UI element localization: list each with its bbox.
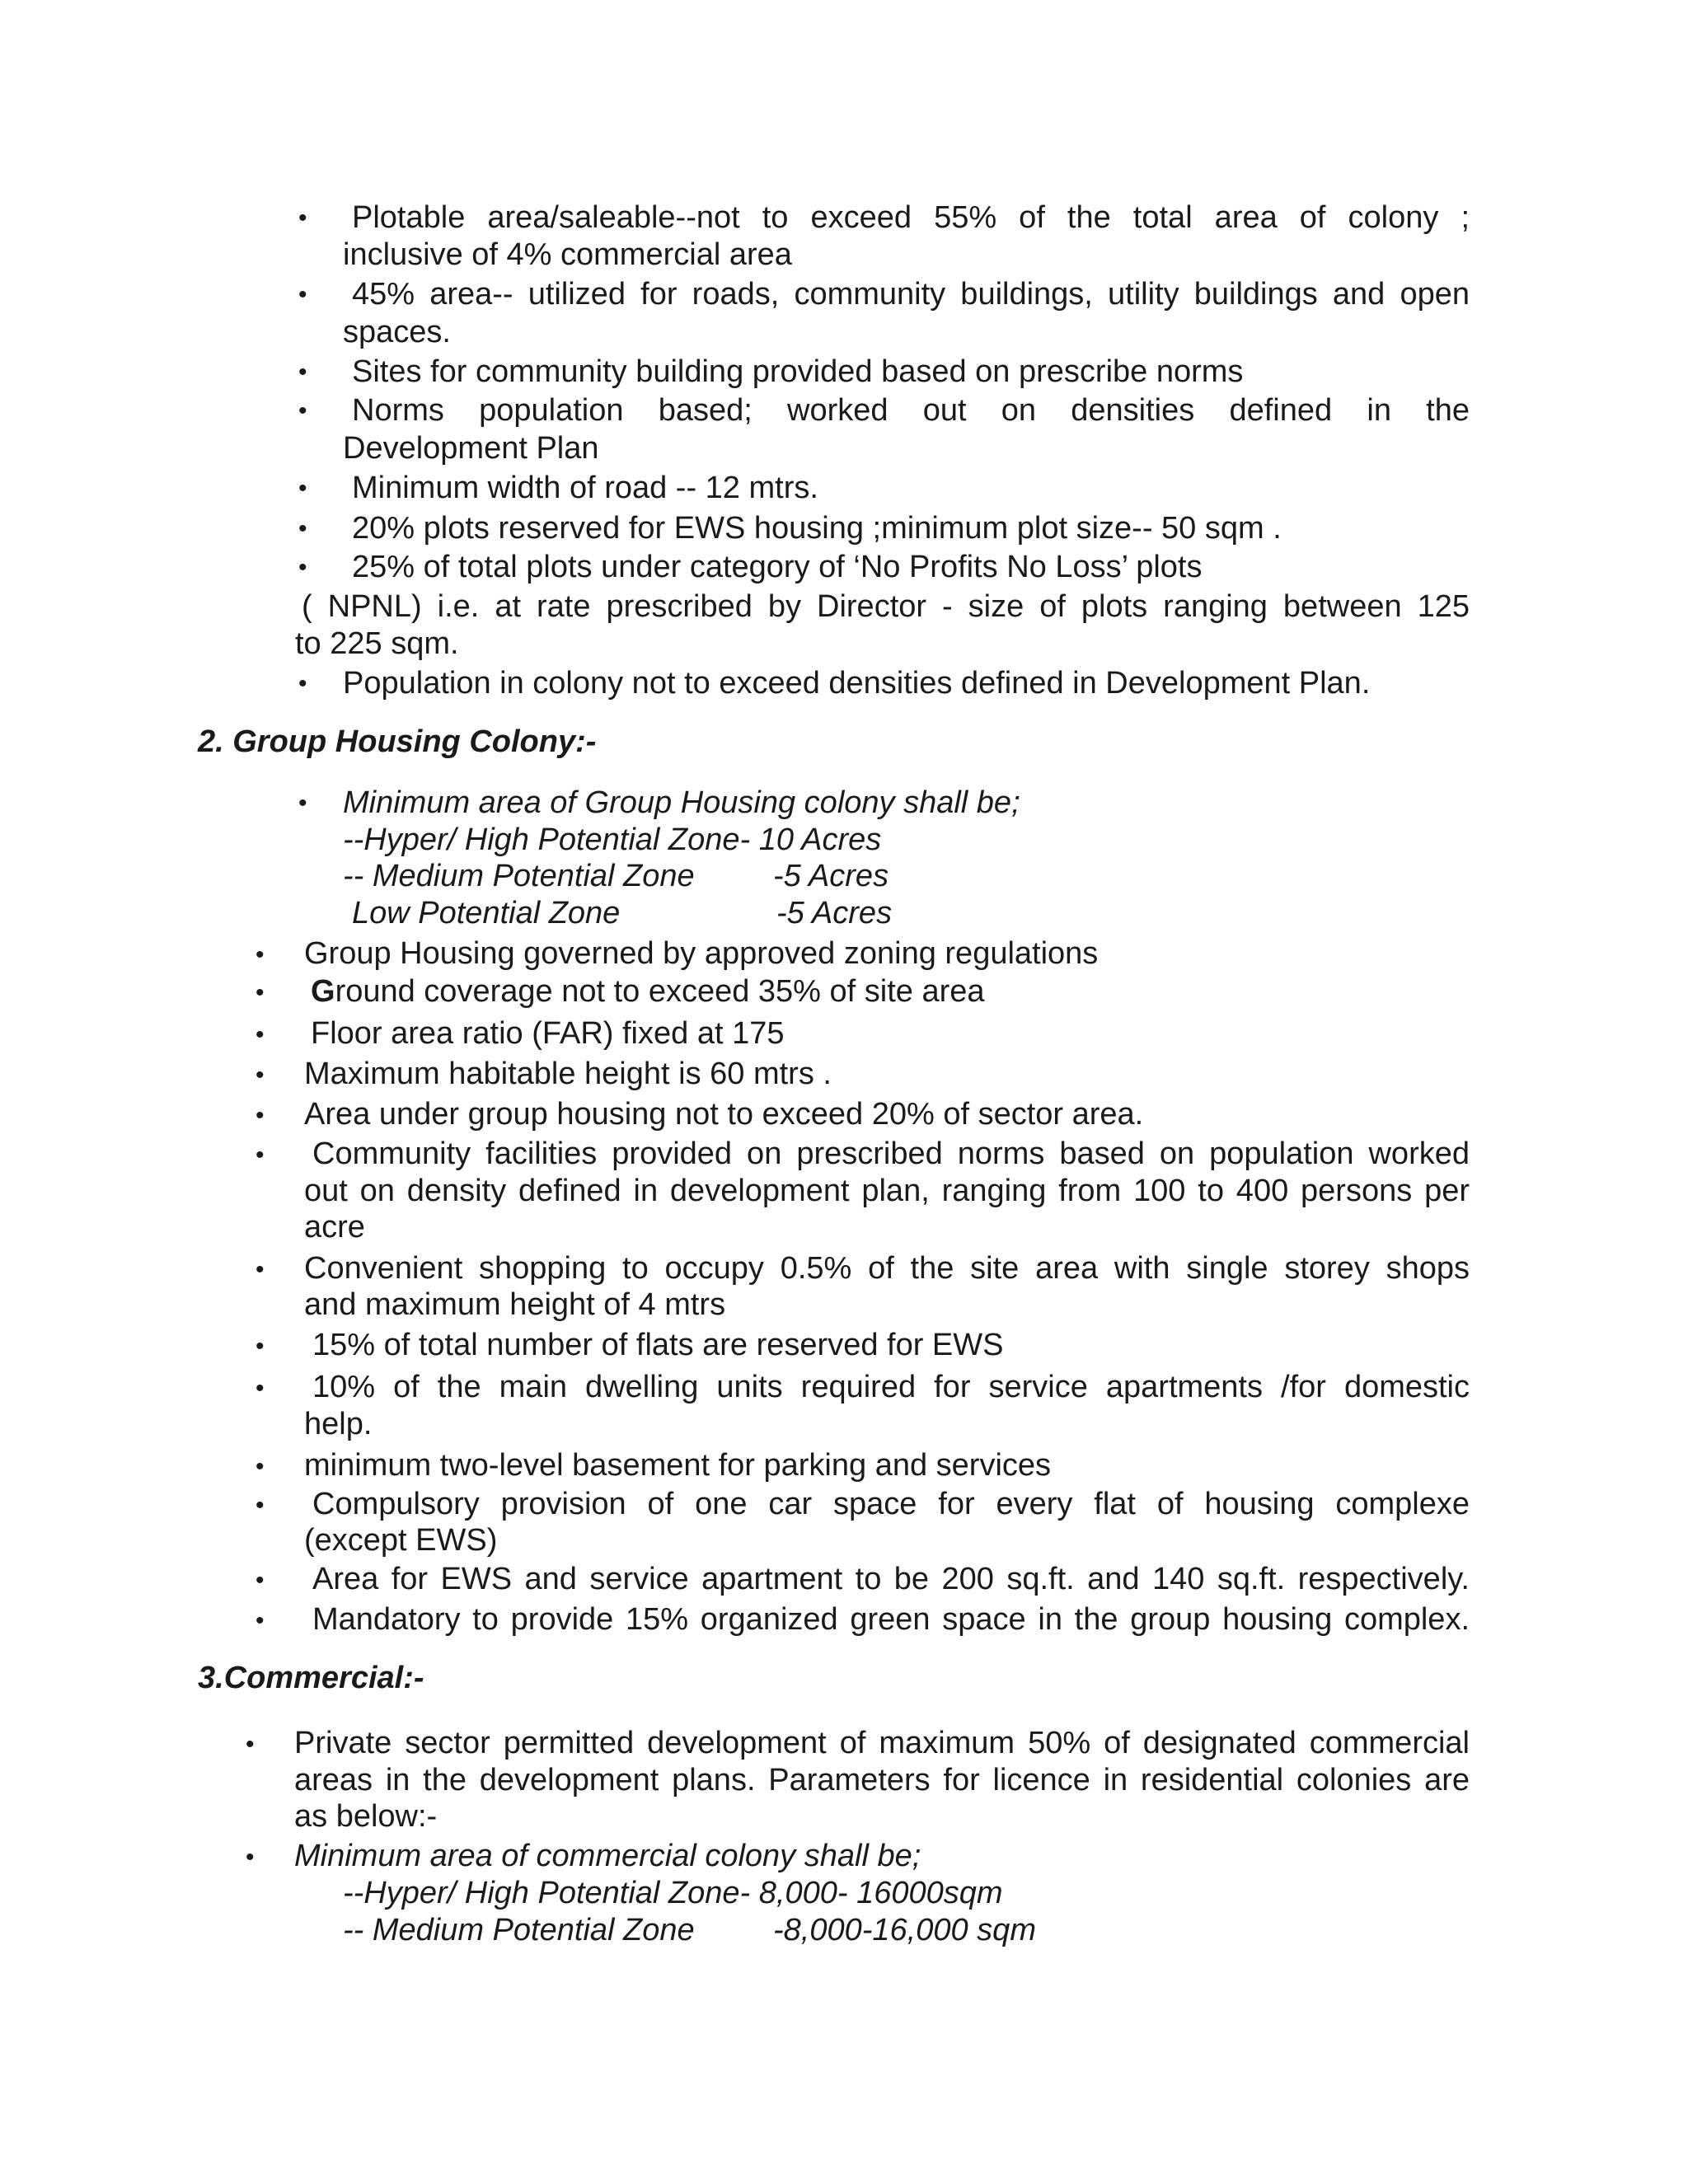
s1-bullet4-line1: Norms population based; worked out on densities defined in the	[352, 393, 1470, 428]
s2-bullet2-text: round coverage not to exceed 35% of site area	[335, 974, 985, 1009]
bullet-icon: •	[246, 1731, 255, 1758]
bullet-icon: •	[298, 515, 307, 542]
s1-bullet2-line1: 45% area-- utilized for roads, community buildings, utility buildings and open	[352, 277, 1470, 312]
s3-zone-medium: -- Medium Potential Zone	[343, 1913, 695, 1947]
bullet-icon: •	[256, 1567, 265, 1594]
section3-heading: 3.Commercial:-	[198, 1661, 424, 1695]
s2-bullet1: Group Housing governed by approved zoning regulations	[304, 936, 1099, 971]
s2-bullet12: Area for EWS and service apartment to be 200 sq.ft. and 140 sq.ft. respectively.	[312, 1562, 1470, 1596]
bullet-icon: •	[298, 670, 307, 697]
s1-bullet4-line2: Development Plan	[343, 431, 599, 466]
bullet-icon: •	[256, 1256, 265, 1283]
s3-bullet1-line1: Private sector permitted development of maximum 50% of designated commercial	[294, 1726, 1470, 1760]
s2-bullet11-line1: Compulsory provision of one car space for every flat of housing complexe	[312, 1487, 1470, 1521]
s3-zone-hyper: --Hyper/ High Potential Zone- 8,000- 16000sqm	[343, 1876, 1003, 1910]
s2-bullet9-line1: 10% of the main dwelling units required for service apartments /for domestic	[312, 1370, 1470, 1404]
bullet-icon: •	[298, 204, 307, 232]
s3-bullet2: Minimum area of commercial colony shall be;	[294, 1839, 921, 1873]
section2-heading: 2. Group Housing Colony:-	[198, 724, 597, 759]
s3-bullet1-line3: as below:-	[294, 1799, 438, 1834]
s3-zone-medium-value: -8,000-16,000 sqm	[773, 1913, 1036, 1947]
bullet-icon: •	[298, 281, 307, 308]
s2-bullet2	[311, 972, 985, 1010]
bullet-icon: •	[256, 979, 265, 1006]
s2-bullet4: Maximum habitable height is 60 mtrs .	[304, 1057, 832, 1091]
bullet-icon: •	[256, 1021, 265, 1048]
s1-bullet7-line3: to 225 sqm.	[295, 626, 459, 661]
s3-bullet1-line2: areas in the development plans. Parameters for licence in residential colonies are	[294, 1763, 1470, 1797]
s2-zone-medium-value: -5 Acres	[773, 859, 889, 893]
bullet-icon: •	[256, 1141, 265, 1169]
bullet-icon: •	[246, 1844, 255, 1871]
bullet-icon: •	[256, 1102, 265, 1129]
s1-bullet2-line2: spaces.	[343, 315, 451, 349]
bullet-icon: •	[298, 397, 307, 424]
s1-bullet8: Population in colony not to exceed densities defined in Development Plan.	[343, 666, 1371, 701]
s2-bullet7-line2: and maximum height of 4 mtrs	[304, 1287, 726, 1322]
s2-zone-low: Low Potential Zone	[352, 896, 621, 930]
bullet-icon: •	[256, 1333, 265, 1360]
s2-bullet11-line2: (except EWS)	[304, 1523, 498, 1558]
s2-bullet7-line1: Convenient shopping to occupy 0.5% of the site area with single storey shops	[304, 1251, 1470, 1286]
s1-bullet5: Minimum width of road -- 12 mtrs.	[352, 471, 818, 505]
s1-bullet1-line1: Plotable area/saleable--not to exceed 55% of the total area of colony ;	[352, 200, 1470, 235]
bullet-icon: •	[256, 1375, 265, 1402]
bullet-icon: •	[298, 475, 307, 502]
s1-bullet7-line1: 25% of total plots under category of ‘No Profits No Loss’ plots	[352, 550, 1203, 584]
s2-bullet10: minimum two-level basement for parking and services	[304, 1448, 1052, 1483]
s2-zone-medium: -- Medium Potential Zone	[343, 859, 695, 893]
s2-bullet8: 15% of total number of flats are reserved for EWS	[312, 1328, 1004, 1362]
s2-bullet2-bold-initial: G	[311, 974, 335, 1009]
s1-bullet3: Sites for community building provided based on prescribe norms	[352, 354, 1244, 389]
s2-min-area: Minimum area of Group Housing colony shall be;	[343, 785, 1020, 820]
bullet-icon: •	[298, 359, 307, 386]
s2-bullet13: Mandatory to provide 15% organized green space in the group housing complex.	[312, 1602, 1470, 1637]
s2-bullet3: Floor area ratio (FAR) fixed at 175	[311, 1016, 785, 1051]
s1-bullet1-line2: inclusive of 4% commercial area	[343, 237, 792, 272]
s2-zone-hyper: --Hyper/ High Potential Zone- 10 Acres	[343, 823, 882, 857]
s2-bullet6-line2: out on density defined in development plan, ranging from 100 to 400 persons per	[304, 1174, 1470, 1208]
s1-bullet7-line2: ( NPNL) i.e. at rate prescribed by Director - size of plots ranging between 125	[302, 589, 1470, 624]
s2-bullet6-line1: Community facilities provided on prescribed norms based on population worked	[312, 1137, 1470, 1171]
s2-bullet6-line3: acre	[304, 1210, 365, 1244]
s2-bullet5: Area under group housing not to exceed 20% of sector area.	[304, 1097, 1144, 1132]
bullet-icon: •	[256, 1062, 265, 1089]
s2-bullet9-line2: help.	[304, 1407, 373, 1441]
bullet-icon: •	[256, 1607, 265, 1634]
bullet-icon: •	[298, 554, 307, 581]
s2-zone-low-value: -5 Acres	[776, 896, 893, 930]
bullet-icon: •	[298, 790, 307, 817]
s1-bullet6: 20% plots reserved for EWS housing ;minimum plot size-- 50 sqm .	[352, 511, 1282, 546]
bullet-icon: •	[256, 1453, 265, 1480]
bullet-icon: •	[256, 941, 265, 968]
bullet-icon: •	[256, 1492, 265, 1519]
